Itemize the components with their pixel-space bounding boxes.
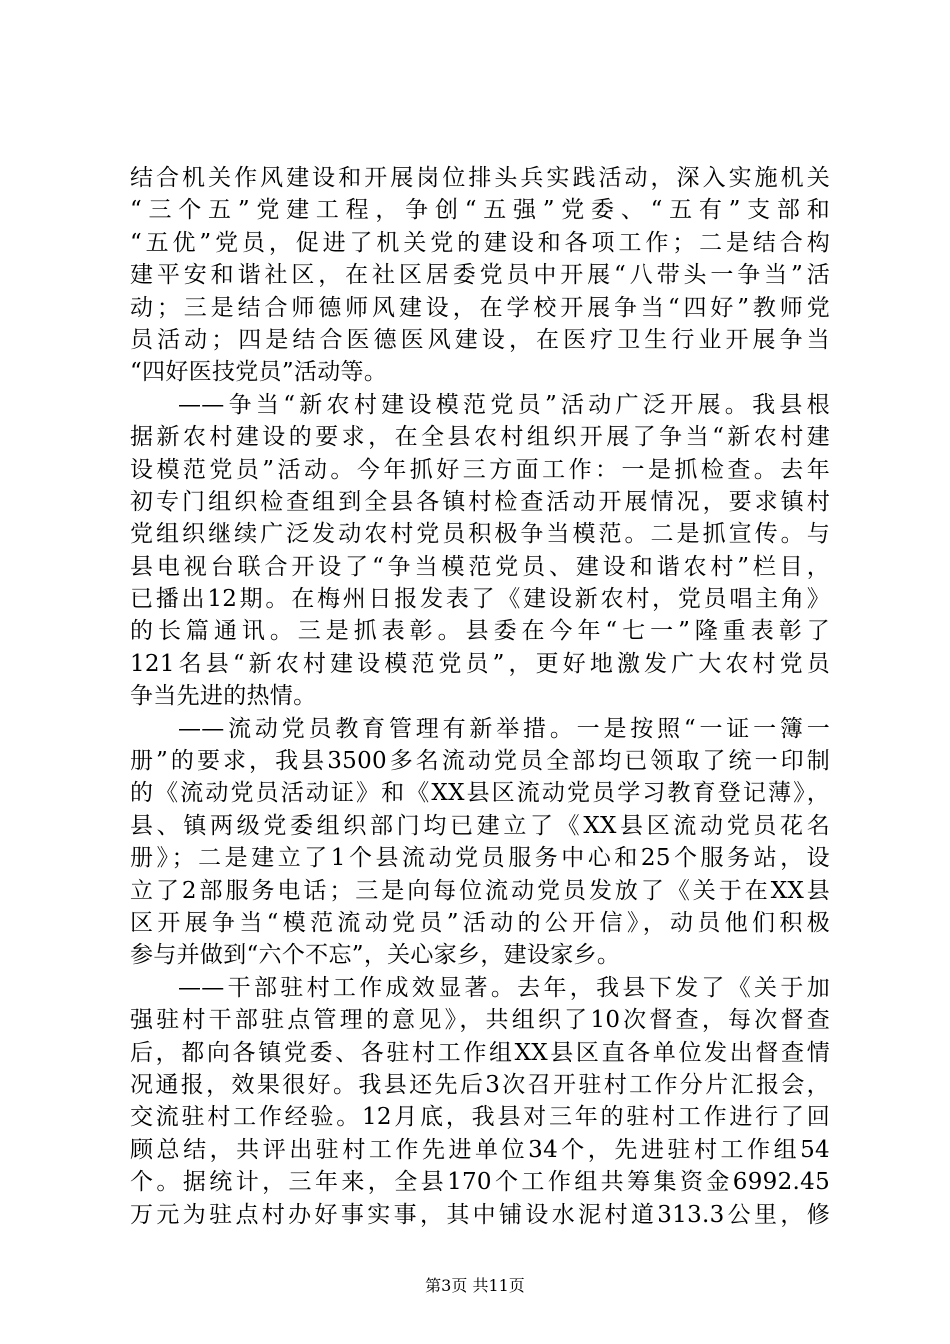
text-line: 动；三是结合师德师风建设，在学校开展争当“四好”教师党 [130,294,830,321]
text-line: 后，都向各镇党委、各驻村工作组XX县区直各单位发出督查情 [130,1039,830,1066]
text-line: 县、镇两级党委组织部门均已建立了《XX县区流动党员花名 [130,812,830,839]
text-line: 争当先进的热情。 [130,683,317,710]
text-line: 设模范党员”活动。今年抓好三方面工作：一是抓检查。去年 [130,456,830,483]
text-line: 交流驻村工作经验。12月底，我县对三年的驻村工作进行了回 [130,1104,830,1131]
text-line: 万元为驻点村办好事实事，其中铺设水泥村道313.3公里，修 [130,1201,830,1228]
section-heading-line: ——干部驻村工作成效显著。去年，我县下发了《关于加 [178,974,830,1001]
text-line: 121名县“新农村建设模范党员”，更好地激发广大农村党员 [130,650,830,677]
text-line: 初专门组织检查组到全县各镇村检查活动开展情况，要求镇村 [130,488,830,515]
text-line: 的《流动党员活动证》和《XX县区流动党员学习教育登记薄》， [130,780,830,807]
text-line: 册》；二是建立了1个县流动党员服务中心和25个服务站，设 [130,845,830,872]
text-line: 党组织继续广泛发动农村党员积极争当模范。二是抓宣传。与 [130,521,830,548]
section-heading-line: ——争当“新农村建设模范党员”活动广泛开展。我县根 [178,391,830,418]
text-line: “四好医技党员”活动等。 [130,359,388,386]
text-line: 县电视台联合开设了“争当模范党员、建设和谐农村”栏目， [130,553,830,580]
text-line: 强驻村干部驻点管理的意见》，共组织了10次督查，每次督查 [130,1007,830,1034]
text-line: 册”的要求，我县3500多名流动党员全部均已领取了统一印制 [130,748,830,775]
section-heading-line: ——流动党员教育管理有新举措。一是按照“一证一簿一 [178,715,830,742]
text-line: 区开展争当“模范流动党员”活动的公开信》，动员他们积极 [130,909,830,936]
text-line: 参与并做到“六个不忘”，关心家乡，建设家乡。 [130,942,621,969]
text-line: 员活动；四是结合医德医风建设，在医疗卫生行业开展争当 [130,326,830,353]
text-line: 已播出12期。在梅州日报发表了《建设新农村，党员唱主角》 [130,586,830,613]
text-line: 立了2部服务电话；三是向每位流动党员发放了《关于在XX县 [130,877,830,904]
page-number-footer: 第3页 共11页 [425,1276,525,1295]
text-line: 结合机关作风建设和开展岗位排头兵实践活动，深入实施机关 [130,165,830,191]
text-line: 建平安和谐社区，在社区居委党员中开展“八带头一争当”活 [130,262,830,289]
text-line: 据新农村建设的要求，在全县农村组织开展了争当“新农村建 [130,424,830,451]
body-text [130,162,830,1231]
text-line: “三个五”党建工程，争创“五强”党委、“五有”支部和 [130,197,830,224]
text-line: 个。据统计，三年来，全县170个工作组共筹集资金6992.45 [130,1169,830,1196]
text-line: “五优”党员，促进了机关党的建设和各项工作；二是结合构 [130,229,830,256]
text-line: 的长篇通讯。三是抓表彰。县委在今年“七一”隆重表彰了 [130,618,830,645]
text-line: 顾总结，共评出驻村工作先进单位34个，先进驻村工作组54 [130,1136,830,1163]
text-line: 况通报，效果很好。我县还先后3次召开驻村工作分片汇报会， [130,1071,830,1098]
